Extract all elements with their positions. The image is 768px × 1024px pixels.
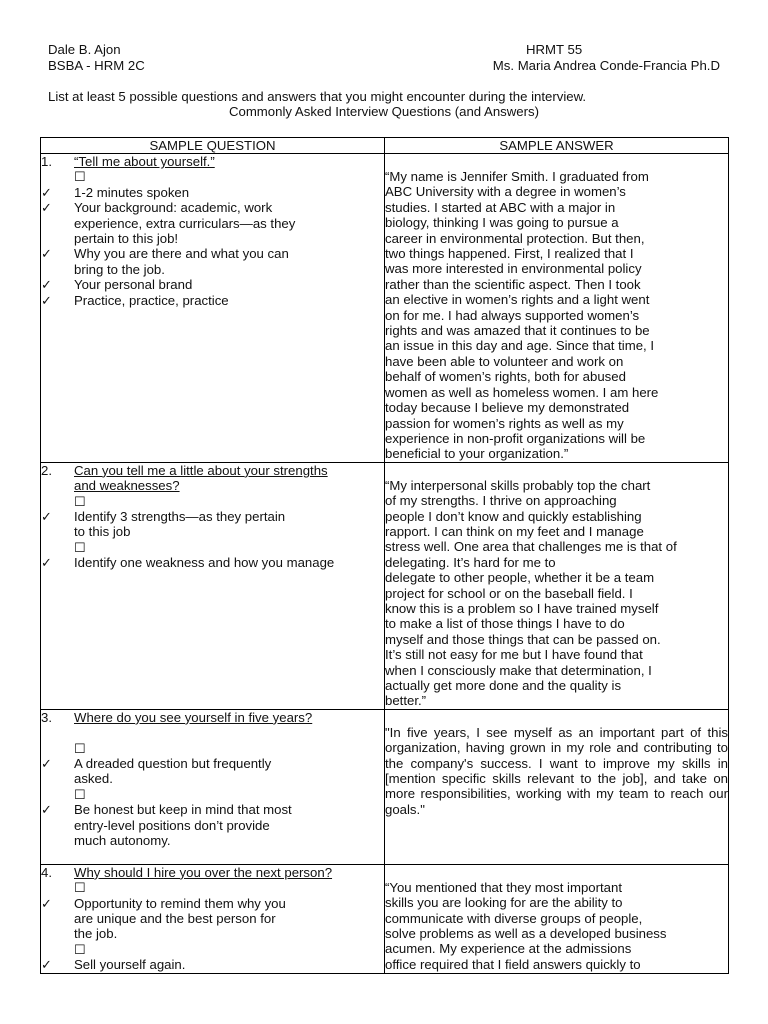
check-icon: ✓ (41, 555, 53, 571)
question-number: 2. (41, 462, 52, 478)
tip-text: pertain to this job! (74, 231, 179, 247)
question-text: and weaknesses? (74, 478, 180, 494)
check-icon: ✓ (41, 895, 53, 911)
tip-text: A dreaded question but frequently (74, 756, 272, 772)
check-icon: ✓ (41, 292, 53, 308)
qa-table (40, 137, 729, 974)
tip-text: experience, extra curriculars—as they (74, 215, 296, 231)
answer-text: “You mentioned that they most important skills you are looking for are the ability to communicate with diverse groups of people, solve problems as well as a developed business acumen. My experience at the admissions office required that I field answers quickly to (385, 879, 667, 972)
tip-text: Your background: academic, work (74, 200, 273, 216)
question-cell (41, 864, 385, 973)
tip-text: Practice, practice, practice (74, 292, 229, 308)
tip-text: entry-level positions don’t provide (74, 817, 270, 833)
col-answer-header: SAMPLE ANSWER (385, 138, 729, 154)
box-icon: ☐ (74, 786, 86, 802)
check-icon: ✓ (41, 200, 53, 216)
tip-text: Identify 3 strengths—as they pertain (74, 508, 286, 524)
student-name: Dale B. Ajon (48, 42, 121, 57)
check-icon: ✓ (41, 508, 53, 524)
question-number: 1. (41, 154, 52, 169)
question-number: 4. (41, 864, 52, 880)
box-icon: ☐ (74, 941, 86, 957)
check-icon: ✓ (41, 184, 53, 200)
tip-text: the job. (74, 926, 118, 942)
box-icon: ☐ (74, 880, 86, 896)
answer-cell (385, 709, 729, 864)
answer-text: “My name is Jennifer Smith. I graduated from ABC University with a degree in women’s studies. I started at ABC with a major in biology, thinking I was going to pursue a career in environmental protection. But then, two things happened. First, I realized that I was more interested in environmental policy rather than the scientific aspect. Then I took an elective in women’s rights and a light went on for me. I had always supported women’s rights and was amazed that it continues to be an issue in this day and age. Since that time, I have been able to volunteer and work on behalf of women’s rights, both for abused women as well as homeless women. I am here today because I believe my demonstrated passion for women’s rights as well as my experience in non-profit organizations will be beneficial to your organization.” (385, 169, 659, 462)
question-text: “Tell me about yourself.” (74, 154, 215, 169)
check-icon: ✓ (41, 802, 53, 818)
tip-text: bring to the job. (74, 261, 165, 277)
tip-text: 1-2 minutes spoken (74, 184, 190, 200)
table-header-row (41, 138, 729, 154)
answer-text: "In five years, I see myself as an important part of this organization, having grown in my role and contributing to the company's success. I want to improve my skills in [mention specific skills relevant to the job], and take on more responsibilities, working with my team to reach our goals." (385, 724, 728, 817)
tip-text: Your personal brand (74, 277, 193, 293)
tip-text: Be honest but keep in mind that most (74, 802, 292, 818)
instructor-name: Ms. Maria Andrea Conde-Francia Ph.D (492, 58, 720, 73)
box-icon: ☐ (74, 539, 86, 555)
question-text: Can you tell me a little about your strengths (74, 462, 328, 478)
tip-text: are unique and the best person for (74, 911, 276, 927)
box-icon: ☐ (74, 169, 86, 185)
answer-cell (385, 462, 729, 709)
subject-code: HRMT 55 (526, 42, 583, 57)
tip-text: Identify one weakness and how you manage (74, 555, 335, 571)
table-row (41, 709, 729, 864)
tip-text: much autonomy. (74, 833, 171, 849)
instructions: List at least 5 possible questions and answers that you might encounter during the interview. (48, 89, 587, 104)
page-title: Commonly Asked Interview Questions (and Answers) (228, 104, 540, 119)
check-icon: ✓ (41, 957, 53, 973)
tip-text: asked. (74, 771, 113, 787)
table-row (41, 154, 729, 463)
answer-text: “My interpersonal skills probably top the chart of my strengths. I thrive on approaching people I don’t know and quickly establishing rapport. I can think on my feet and I manage stress well. One area that challenges me is that of delegating. It’s hard for me to delegate to other people, whether it be a team project for school or on the baseball field. I know this is a problem so I have trained myself to make a list of those things I have to do myself and those things that can be passed on. It’s still not easy for me but I have found that when I consciously make that determination, I actually get more done and the quality is better.” (385, 477, 677, 709)
question-text: Why should I hire you over the next person? (74, 864, 333, 880)
course-section: BSBA - HRM 2C (48, 58, 145, 73)
tip-text: Sell yourself again. (74, 957, 186, 973)
table-row (41, 864, 729, 973)
answer-cell (385, 864, 729, 973)
tip-text: Opportunity to remind them why you (74, 895, 286, 911)
check-icon: ✓ (41, 277, 53, 293)
question-cell (41, 709, 385, 864)
check-icon: ✓ (41, 756, 53, 772)
document-header (48, 42, 720, 74)
box-icon: ☐ (74, 493, 86, 509)
tip-text: Why you are there and what you can (74, 246, 289, 262)
question-cell (41, 154, 385, 463)
col-question-header: SAMPLE QUESTION (41, 138, 385, 154)
table-row (41, 462, 729, 709)
question-number: 3. (41, 709, 52, 725)
question-cell (41, 462, 385, 709)
tip-text: to this job (74, 524, 131, 540)
box-icon: ☐ (74, 740, 86, 756)
answer-cell (385, 154, 729, 463)
check-icon: ✓ (41, 246, 53, 262)
question-text: Where do you see yourself in five years? (74, 709, 313, 725)
